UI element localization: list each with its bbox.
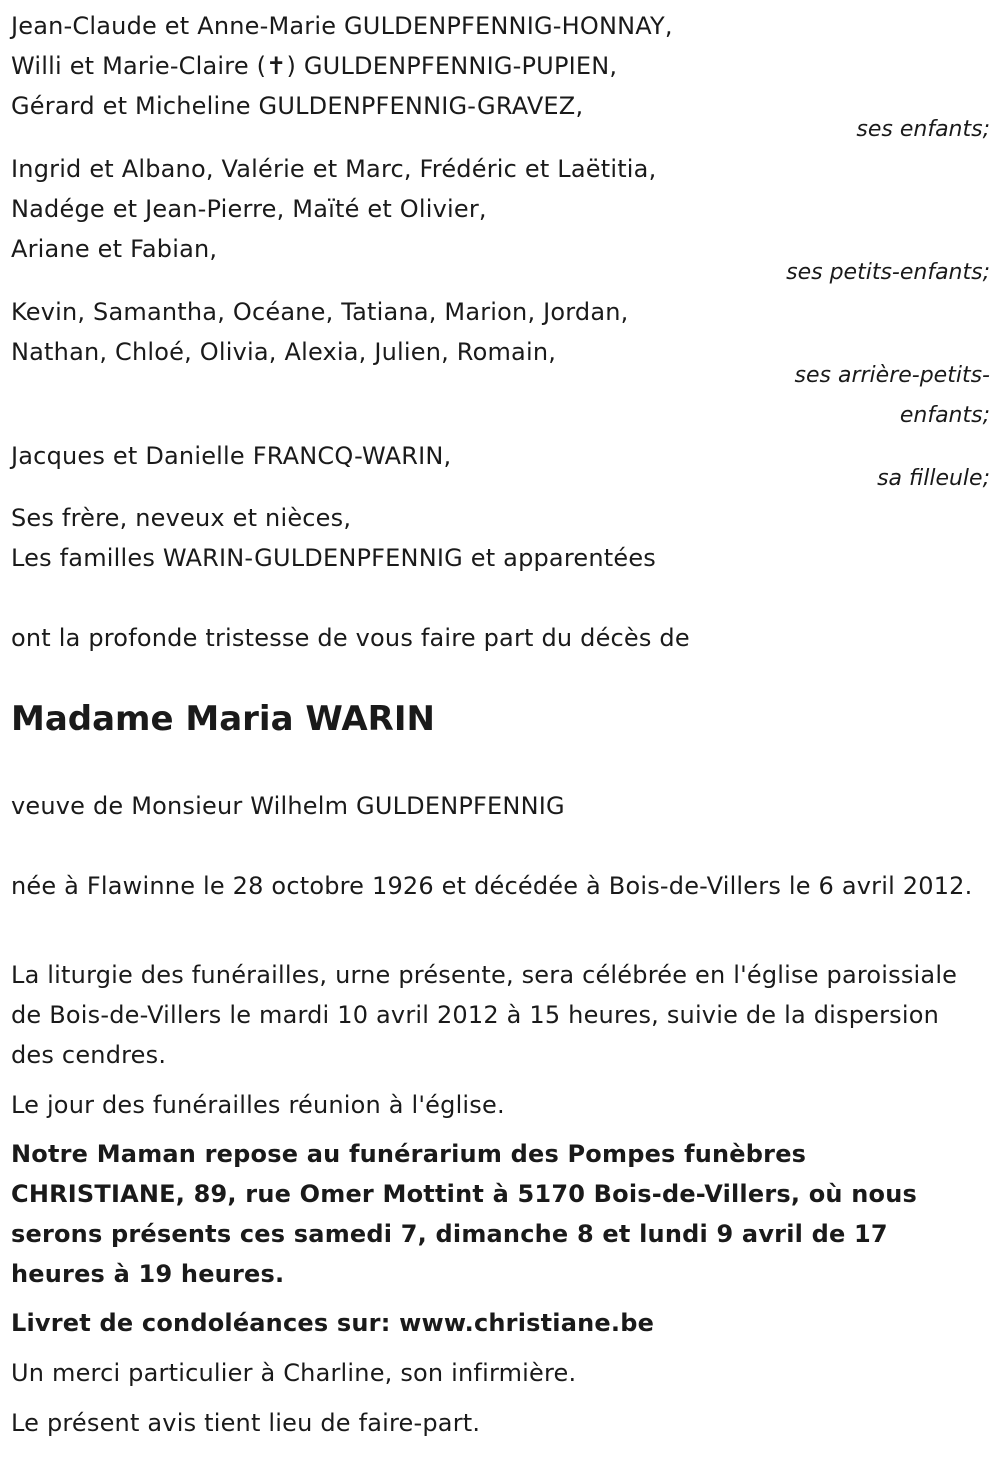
widow-of-text: veuve de Monsieur Wilhelm GULDENPFENNIG [11, 792, 565, 820]
announcement-text: ont la profonde tristesse de vous faire part du décès de [11, 624, 690, 652]
others-line-2: Les familles WARIN-GULDENPFENNIG et apparentées [11, 544, 657, 572]
goddaughter-role: sa filleule; [877, 466, 990, 491]
children-line-2: Willi et Marie-Claire (✝) GULDENPFENNIG-PUPIEN, [11, 52, 618, 80]
great-grandchildren-role-line-1: ses arrière-petits- [794, 363, 990, 388]
condolences-text: Livret de condoléances sur: www.christiane.be [11, 1309, 655, 1337]
children-role: ses enfants; [856, 117, 990, 142]
others-line-1: Ses frère, neveux et nièces, [11, 504, 352, 532]
grandchildren-line-2: Nadége et Jean-Pierre, Maïté et Olivier, [11, 195, 487, 223]
birth-death-text: née à Flawinne le 28 octobre 1926 et décédée à Bois-de-Villers le 6 avril 2012. [11, 872, 973, 900]
goddaughter-line: Jacques et Danielle FRANCQ-WARIN, [11, 442, 452, 470]
great-grandchildren-line-1: Kevin, Samantha, Océane, Tatiana, Marion, Jordan, [11, 298, 629, 326]
reunion-text: Le jour des funérailles réunion à l'église. [11, 1091, 505, 1119]
great-grandchildren-role-line-2: enfants; [899, 403, 990, 428]
deceased-name: Madame Maria WARIN [11, 699, 435, 739]
notice-text: Le présent avis tient lieu de faire-part. [11, 1409, 481, 1437]
children-line-1: Jean-Claude et Anne-Marie GULDENPFENNIG-HONNAY, [11, 12, 673, 40]
thanks-text: Un merci particulier à Charline, son infirmière. [11, 1359, 577, 1387]
liturgy-text: La liturgie des funérailles, urne présente, sera célébrée en l'église paroissiale de Bois-de-Villers le mardi 10 avril 2012 à 15 heures, suivie de la dispersion des cendres. [11, 961, 958, 1069]
grandchildren-line-3: Ariane et Fabian, [11, 235, 218, 263]
grandchildren-line-1: Ingrid et Albano, Valérie et Marc, Frédéric et Laëtitia, [11, 155, 657, 183]
grandchildren-role: ses petits-enfants; [786, 260, 990, 285]
funeral-home-text: Notre Maman repose au funérarium des Pompes funèbres CHRISTIANE, 89, rue Omer Mottint à 5170 Bois-de-Villers, où nous serons présents ces samedi 7, dimanche 8 et lundi 9 avril de 17 heures à 19 heures. [11, 1140, 917, 1288]
children-line-3: Gérard et Micheline GULDENPFENNIG-GRAVEZ, [11, 92, 584, 120]
great-grandchildren-line-2: Nathan, Chloé, Olivia, Alexia, Julien, Romain, [11, 338, 557, 366]
